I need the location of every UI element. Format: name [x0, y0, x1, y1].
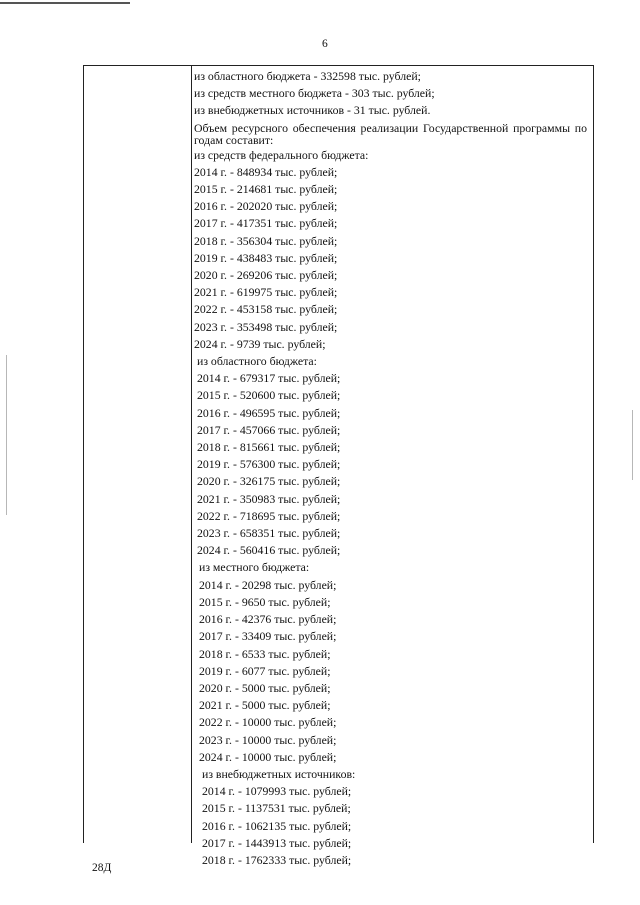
funding-groups [194, 147, 587, 870]
table-content-cell [194, 68, 587, 869]
funding-year-line: 2019 г. - 6077 тыс. рублей; [199, 663, 331, 678]
funding-year-line: 2018 г. - 356304 тыс. рублей; [194, 233, 338, 248]
funding-year-line: 2016 г. - 496595 тыс. рублей; [197, 405, 341, 420]
funding-year-line: 2023 г. - 10000 тыс. рублей; [199, 732, 337, 747]
funding-year-line: 2014 г. - 20298 тыс. рублей; [199, 577, 337, 592]
funding-year-line: 2015 г. - 520600 тыс. рублей; [197, 388, 341, 403]
funding-year-line: 2015 г. - 214681 тыс. рублей; [194, 182, 338, 197]
intro-line: из областного бюджета - 332598 тыс. рублей; [194, 69, 421, 83]
funding-group-heading: из местного бюджета: [199, 560, 310, 575]
page-number: 6 [322, 38, 328, 50]
funding-year-line: 2020 г. - 326175 тыс. рублей; [197, 474, 341, 489]
scan-top-rule [0, 2, 130, 4]
funding-year-line: 2024 г. - 9739 тыс. рублей; [194, 336, 326, 351]
resource-paragraph: Объем ресурсного обеспечения реализации Государственной программы по годам составит: [194, 120, 587, 147]
funding-group [194, 353, 587, 559]
funding-year-line: 2018 г. - 1762333 тыс. рублей; [202, 852, 352, 867]
funding-year-line: 2014 г. - 1079993 тыс. рублей; [202, 784, 352, 799]
intro-line: из внебюджетных источников - 31 тыс. рублей. [194, 103, 431, 118]
funding-year-line: 2017 г. - 33409 тыс. рублей; [199, 629, 337, 644]
funding-group-heading: из областного бюджета: [197, 354, 317, 369]
funding-group [194, 559, 587, 765]
table-column-divider [191, 66, 192, 843]
funding-year-line: 2022 г. - 453158 тыс. рублей; [194, 302, 338, 317]
funding-year-line: 2021 г. - 619975 тыс. рублей; [194, 285, 338, 300]
footer-code: 28Д [92, 862, 112, 874]
funding-year-line: 2017 г. - 457066 тыс. рублей; [197, 422, 341, 437]
funding-year-line: 2015 г. - 1137531 тыс. рублей; [202, 801, 351, 816]
scan-artifact-left [6, 355, 7, 515]
funding-year-line: 2014 г. - 848934 тыс. рублей; [194, 164, 338, 179]
funding-year-line: 2021 г. - 350983 тыс. рублей; [197, 491, 341, 506]
program-table [83, 65, 594, 867]
funding-year-line: 2021 г. - 5000 тыс. рублей; [199, 698, 331, 713]
funding-year-line: 2017 г. - 1443913 тыс. рублей; [202, 835, 352, 850]
funding-year-line: 2018 г. - 6533 тыс. рублей; [199, 646, 331, 661]
funding-year-line: 2016 г. - 1062135 тыс. рублей; [202, 818, 352, 833]
funding-year-line: 2022 г. - 10000 тыс. рублей; [199, 715, 337, 730]
funding-year-line: 2022 г. - 718695 тыс. рублей; [197, 508, 341, 523]
funding-year-line: 2020 г. - 5000 тыс. рублей; [199, 680, 331, 695]
funding-group-heading: из внебюджетных источников: [202, 766, 356, 781]
funding-year-line: 2017 г. - 417351 тыс. рублей; [194, 216, 338, 231]
funding-year-line: 2019 г. - 438483 тыс. рублей; [194, 250, 338, 265]
funding-year-line: 2020 г. - 269206 тыс. рублей; [194, 268, 338, 283]
funding-year-line: 2016 г. - 42376 тыс. рублей; [199, 612, 337, 627]
scan-artifact-right [632, 410, 633, 480]
funding-year-line: 2019 г. - 576300 тыс. рублей; [197, 457, 341, 472]
intro-line: из средств местного бюджета - 303 тыс. рублей; [194, 86, 435, 101]
funding-year-line: 2018 г. - 815661 тыс. рублей; [197, 440, 341, 455]
funding-group [194, 766, 587, 869]
funding-year-line: 2023 г. - 353498 тыс. рублей; [194, 319, 338, 334]
funding-year-line: 2024 г. - 10000 тыс. рублей; [199, 749, 337, 764]
funding-year-line: 2014 г. - 679317 тыс. рублей; [197, 371, 341, 386]
funding-year-line: 2024 г. - 560416 тыс. рублей; [197, 543, 341, 558]
funding-year-line: 2016 г. - 202020 тыс. рублей; [194, 199, 338, 214]
funding-year-line: 2015 г. - 9650 тыс. рублей; [199, 594, 331, 609]
funding-group-heading: из средств федерального бюджета: [194, 147, 369, 162]
funding-group [194, 147, 587, 353]
funding-year-line: 2023 г. - 658351 тыс. рублей; [197, 526, 341, 541]
